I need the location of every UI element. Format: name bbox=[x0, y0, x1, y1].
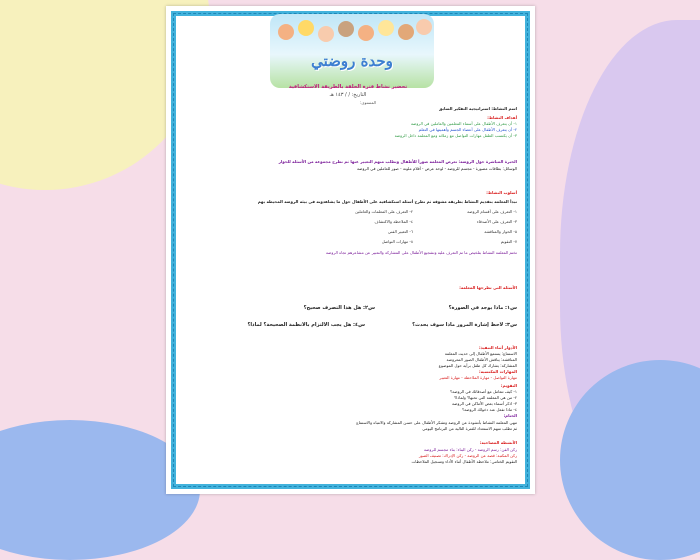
roles-line: الاستماع: يستمع الأطفال إلى حديث المعلمة bbox=[444, 351, 517, 356]
child-figure bbox=[378, 20, 394, 36]
skills-title: المهارات المكتسبة: bbox=[478, 369, 517, 374]
objectives-title: أهداف النشاط: bbox=[487, 115, 517, 120]
header-banner bbox=[270, 14, 434, 88]
methods-intro: تبدأ المعلمة بتقديم النشاط بطريقة مشوقة ثم تطرح أسئلة استكشافية على الأطفال حول ما يشاهدونه في بيئة الروضة المحيطة بهم bbox=[257, 199, 517, 204]
method-item: ٥- الحوار والمناقشة bbox=[484, 229, 517, 234]
objective-line: ٣- أن يكتسب الطفل مهارات التواصل مع زملائه ومع المعلمة داخل الروضة bbox=[394, 133, 517, 138]
children-illustration bbox=[276, 18, 428, 48]
child-figure bbox=[416, 19, 432, 35]
footer-line: ركن المكتبة: قصة عن الروضة - ركن الإدراك: تصنيف الصور bbox=[418, 453, 517, 458]
method-item: ٤- الملاحظة والاكتشاف bbox=[374, 219, 413, 224]
intro-title-line: الخبرة المباشرة حول الروضة: تعرض المعلمة صوراً للأطفال وتطلب منهم التعبير عنها ثم تطرح مجموعة من الأسئلة للحوار bbox=[278, 159, 517, 164]
skills-line: مهارة التواصل - مهارة الملاحظة - مهارة التعبير bbox=[439, 375, 517, 380]
evaluation-line: ٤- ماذا تفعل عند دخولك الروضة؟ bbox=[461, 407, 517, 412]
objective-line: ١- أن يتعرف الأطفال على أسماء المعلمين والعاملين في الروضة bbox=[410, 121, 517, 126]
closing-line: تنهي المعلمة النشاط بأنشودة عن الروضة وتشكر الأطفال على حسن المشاركة والانتباه والاستماع bbox=[356, 420, 517, 425]
child-figure bbox=[278, 24, 294, 40]
method-item: ٢- التعرف على المعلمات والعاملين bbox=[355, 209, 413, 214]
method-item: ٧- التقويم bbox=[500, 239, 517, 244]
question-3: س٣: لاحظ إشارة المرور ماذا سوف يحدث؟ bbox=[412, 322, 517, 328]
roles-line: المشاركة: يشارك كل طفل برأيه حول الموضوع bbox=[438, 363, 517, 368]
document-page bbox=[166, 6, 535, 494]
banner-level: المستوى: bbox=[360, 100, 376, 105]
evaluation-title: التقويم: bbox=[500, 383, 517, 388]
footer-line: ركن الفن: رسم الروضة - ركن البناء: بناء مجسم للروضة bbox=[423, 447, 517, 452]
objective-line: ٢- أن يتعرف الأطفال على أعضاء الجسم وأهميتها في التعلم bbox=[418, 127, 517, 132]
methods-title: أسلوب النشاط: bbox=[486, 190, 517, 195]
child-figure bbox=[358, 25, 374, 41]
closing-title: الختام: bbox=[503, 413, 517, 418]
method-item: ٨- مهارات التواصل bbox=[381, 239, 413, 244]
questions-title: الأسئلة التي تطرحها المعلمة: bbox=[459, 285, 517, 290]
activity-name: اسم النشاط: استراتيجية التفكير السابق bbox=[438, 106, 517, 111]
footer-title: الأنشطة المصاحبة: bbox=[479, 440, 517, 445]
child-figure bbox=[398, 24, 414, 40]
evaluation-line: ٣- اذكر أسماء بعض الأماكن في الروضة bbox=[451, 401, 517, 406]
child-figure bbox=[338, 21, 354, 37]
child-figure bbox=[318, 26, 334, 42]
banner-title: وحدة روضتي bbox=[311, 52, 393, 70]
evaluation-line: ١- كيف تتعامل مع أصدقائك في الروضة؟ bbox=[450, 389, 517, 394]
roles-title: الأدوار أثناء التنفيذ: bbox=[479, 345, 517, 350]
closing-line: ثم تطلب منهم الاستعداد للفترة التالية من البرنامج اليومي bbox=[422, 426, 517, 431]
question-1: س١: ماذا يوجد في الصورة؟ bbox=[448, 305, 517, 311]
intro-detail-line: الوسائل: بطاقات مصورة - مجسم للروضة - لوحة عرض - أقلام ملونة - صور للعاملين في الروضة bbox=[356, 166, 517, 171]
roles-line: المناقشة: يناقش الأطفال الصور المعروضة bbox=[446, 357, 517, 362]
banner-subtitle: تحضير نشاط فترة الحلقة بالطريقة الاستكشافية bbox=[288, 84, 408, 90]
method-item: ١- التعرف على أقسام الروضة bbox=[467, 209, 517, 214]
footer-line: التقويم الختامي: ملاحظة الأطفال أثناء الأداء وتسجيل الملاحظات bbox=[411, 459, 517, 464]
method-item: ٣- التعرف على الأصدقاء bbox=[476, 219, 517, 224]
methods-closing: تختم المعلمة النشاط بتلخيص ما تم التعرف عليه وتشجيع الأطفال على المشاركة والتعبير عن مشاعرهم تجاه الروضة bbox=[325, 250, 517, 255]
banner-date: التاريخ: / / ١٤٣ هـ bbox=[329, 92, 367, 98]
method-item: ٦- التعبير الفني bbox=[387, 229, 413, 234]
evaluation-line: ٢- من هي المعلمة التي تحبها؟ ولماذا؟ bbox=[454, 395, 517, 400]
question-4: س٤: هل يجب الالتزام بالأنظمة الصحيحة؟ لماذا؟ bbox=[247, 322, 365, 328]
child-figure bbox=[298, 20, 314, 36]
question-2: س٢: هل هذا التصرف صحيح؟ bbox=[303, 305, 375, 311]
